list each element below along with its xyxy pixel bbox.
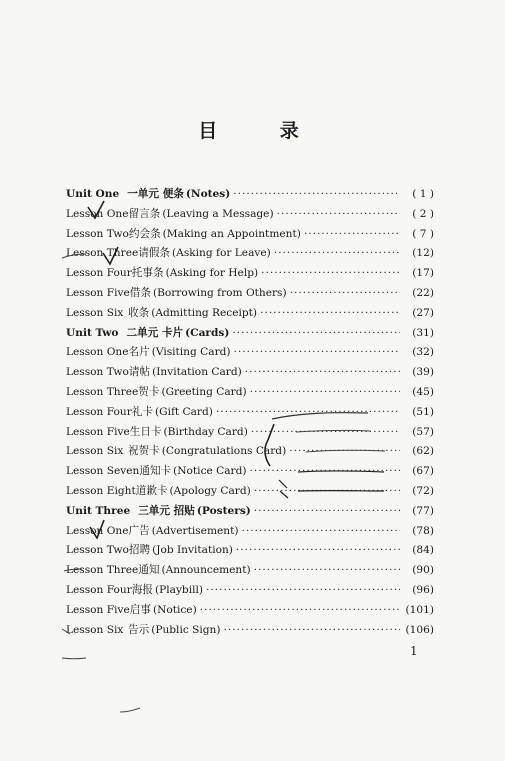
toc-lesson-label: Lesson Six [66,306,124,319]
dot-leader [234,346,400,358]
toc-chinese-title: 一单元 便条 [127,188,184,200]
toc-lesson-label: Lesson Three [66,385,139,398]
toc-chinese-title: 启事 [129,603,151,616]
toc-lesson-row [66,622,434,642]
toc-lesson-row [66,582,434,602]
toc-page-number: (62) [412,445,434,458]
dot-leader [254,485,400,497]
toc-chinese-title: 通知卡 [139,465,172,478]
toc-chinese-title: 收条 [128,306,150,319]
toc-chinese-title: 礼卡 [131,405,153,418]
toc-english-title: (Notice) [152,603,197,616]
toc-lesson-label: Lesson Six [66,623,124,636]
toc-chinese-title: 约会条 [128,227,161,240]
toc-lesson-label: Unit One [66,188,120,200]
toc-page-number: (90) [412,564,434,577]
dot-leader [261,267,400,279]
toc-page-number: (77) [412,504,434,517]
toc-lesson-label: Lesson Seven [66,465,140,478]
toc-chinese-title: 名片 [128,346,150,359]
toc-english-title: (Borrowing from Others) [152,286,287,299]
toc-english-title: (Congratulations Card) [161,445,287,458]
toc-english-title: (Asking for Leave) [172,247,271,260]
toc-lesson-row [66,384,434,404]
toc-page-number: (106) [405,623,434,636]
dot-leader [277,208,400,220]
toc-lesson-row [66,226,434,246]
toc-lesson-label: Lesson One [66,346,129,359]
dot-leader [245,366,400,378]
toc-chinese-title: 二单元 卡片 [126,326,184,339]
dot-leader [289,445,400,457]
toc-lesson-row [66,424,434,444]
toc-chinese-title: 海报 [131,583,153,596]
toc-english-title: (Notes) [185,188,231,200]
pencil-scribble-10 [62,658,86,659]
toc-unit-row [66,186,434,206]
toc-page-number: (31) [412,326,434,339]
toc-lesson-label: Lesson Five [66,286,130,299]
toc-english-title: (Invitation Card) [152,366,242,379]
toc-english-title: (Admitting Receipt) [151,306,258,319]
toc-page-number: (32) [412,346,434,359]
toc-lesson-row [66,562,434,582]
toc-lesson-label: Lesson One [66,524,129,537]
dot-leader [290,287,400,299]
toc-english-title: (Gift Card) [154,405,213,418]
toc-page-number: (45) [412,385,434,398]
toc-lesson-row [66,463,434,483]
toc-page-number: (67) [412,465,434,478]
toc-chinese-title: 借条 [129,286,151,299]
toc-lesson-label: Lesson Two [66,544,129,557]
toc-english-title: (Playbill) [154,583,204,596]
toc-english-title: (Visiting Card) [151,346,231,359]
dot-leader [232,327,400,339]
toc-chinese-title: 三单元 招贴 [138,504,195,517]
toc-chinese-title: 留言条 [128,207,161,220]
toc-chinese-title: 请假条 [138,247,171,260]
toc-lesson-row [66,443,434,463]
dot-leader [236,544,400,556]
toc-page-number: (17) [412,267,434,280]
toc-lesson-label: Lesson Three [66,247,139,260]
toc-lesson-label: Unit Two [66,326,119,339]
toc-lesson-row [66,404,434,424]
toc-lesson-row [66,265,434,285]
toc-chinese-title: 广告 [128,524,150,537]
toc-lesson-row [66,245,434,265]
toc-english-title: (Job Invitation) [152,544,233,557]
toc-page-number: (84) [412,544,434,557]
page-title: 目 录 [198,120,327,142]
toc-english-title: (Asking for Help) [165,267,259,280]
toc-english-title: (Notice Card) [173,465,247,478]
toc-page-number: (12) [412,247,434,260]
toc-lesson-label: Lesson Six [66,445,124,458]
toc-english-title: (Leaving a Message) [162,207,274,220]
toc-lesson-row [66,523,434,543]
toc-chinese-title: 托事条 [131,267,164,280]
toc-english-title: (Birthday Card) [163,425,248,438]
toc-page-number: (101) [405,603,434,616]
dot-leader [254,505,400,517]
toc-chinese-title: 祝贺卡 [128,445,160,458]
toc-unit-row [66,503,434,523]
toc-english-title: (Public Sign) [151,623,221,636]
dot-leader [250,465,400,477]
toc-lesson-label: Lesson Eight [66,484,136,497]
toc-chinese-title: 招聘 [128,544,151,557]
toc-lesson-row [66,602,434,622]
dot-leader [206,584,400,596]
toc-lesson-row [66,344,434,364]
toc-chinese-title: 道歉卡 [135,484,168,497]
toc-page-number: (96) [412,583,434,596]
toc-chinese-title: 生日卡 [129,425,162,438]
toc-lesson-row [66,285,434,305]
dot-leader [254,564,400,576]
toc-page-number: (78) [412,524,434,537]
toc-english-title: (Greeting Card) [161,385,247,398]
toc-chinese-title: 通知 [138,564,160,577]
dot-leader [274,247,400,259]
toc-page-number: (57) [412,425,434,438]
toc-english-title: (Posters) [196,504,251,517]
toc-lesson-label: Lesson Two [66,366,129,379]
dot-leader [200,604,400,616]
toc-unit-row [66,325,434,345]
dot-leader [224,624,400,636]
toc-page-number: ( 7 ) [412,227,434,240]
toc-english-title: (Cards) [185,326,230,339]
toc-lesson-row [66,364,434,384]
dot-leader [250,386,400,398]
toc-chinese-title: 贺卡 [138,385,160,398]
dot-leader [241,525,400,537]
toc-english-title: (Advertisement) [151,524,239,537]
toc-chinese-title: 告示 [128,623,150,636]
toc-lesson-label: Lesson Four [66,267,132,280]
toc-lesson-row [66,305,434,325]
dot-leader [216,406,400,418]
toc-page-number: ( 2 ) [412,207,434,220]
toc-lesson-label: Lesson Two [66,227,129,240]
toc-lesson-label: Lesson Four [66,405,132,418]
toc-lesson-label: Lesson One [66,207,129,220]
dot-leader [304,228,400,240]
toc-lesson-row [66,483,434,503]
toc-page-number: (39) [412,366,434,379]
dot-leader [260,307,400,319]
toc-english-title: (Making an Appointment) [162,227,301,240]
toc-page-number: (51) [412,405,434,418]
toc-page-number: (27) [412,306,434,319]
toc-lesson-label: Lesson Four [66,583,132,596]
toc-page-number: (72) [412,484,434,497]
toc-english-title: (Apology Card) [169,484,251,497]
toc-lesson-row [66,206,434,226]
page-number: 1 [410,644,418,658]
toc-lesson-label: Lesson Three [66,564,139,577]
toc-english-title: (Announcement) [161,564,251,577]
toc-page-number: ( 1 ) [412,188,434,200]
toc-lesson-label: Unit Three [66,504,131,517]
toc-lesson-label: Lesson Five [66,425,130,438]
dot-leader [251,426,400,438]
dot-leader [233,188,400,200]
stray-mark [120,708,140,712]
toc-page-number: (22) [412,286,434,299]
toc-lesson-label: Lesson Five [66,603,130,616]
toc-lesson-row [66,542,434,562]
toc-chinese-title: 请帖 [128,366,151,379]
table-of-contents [66,186,434,641]
